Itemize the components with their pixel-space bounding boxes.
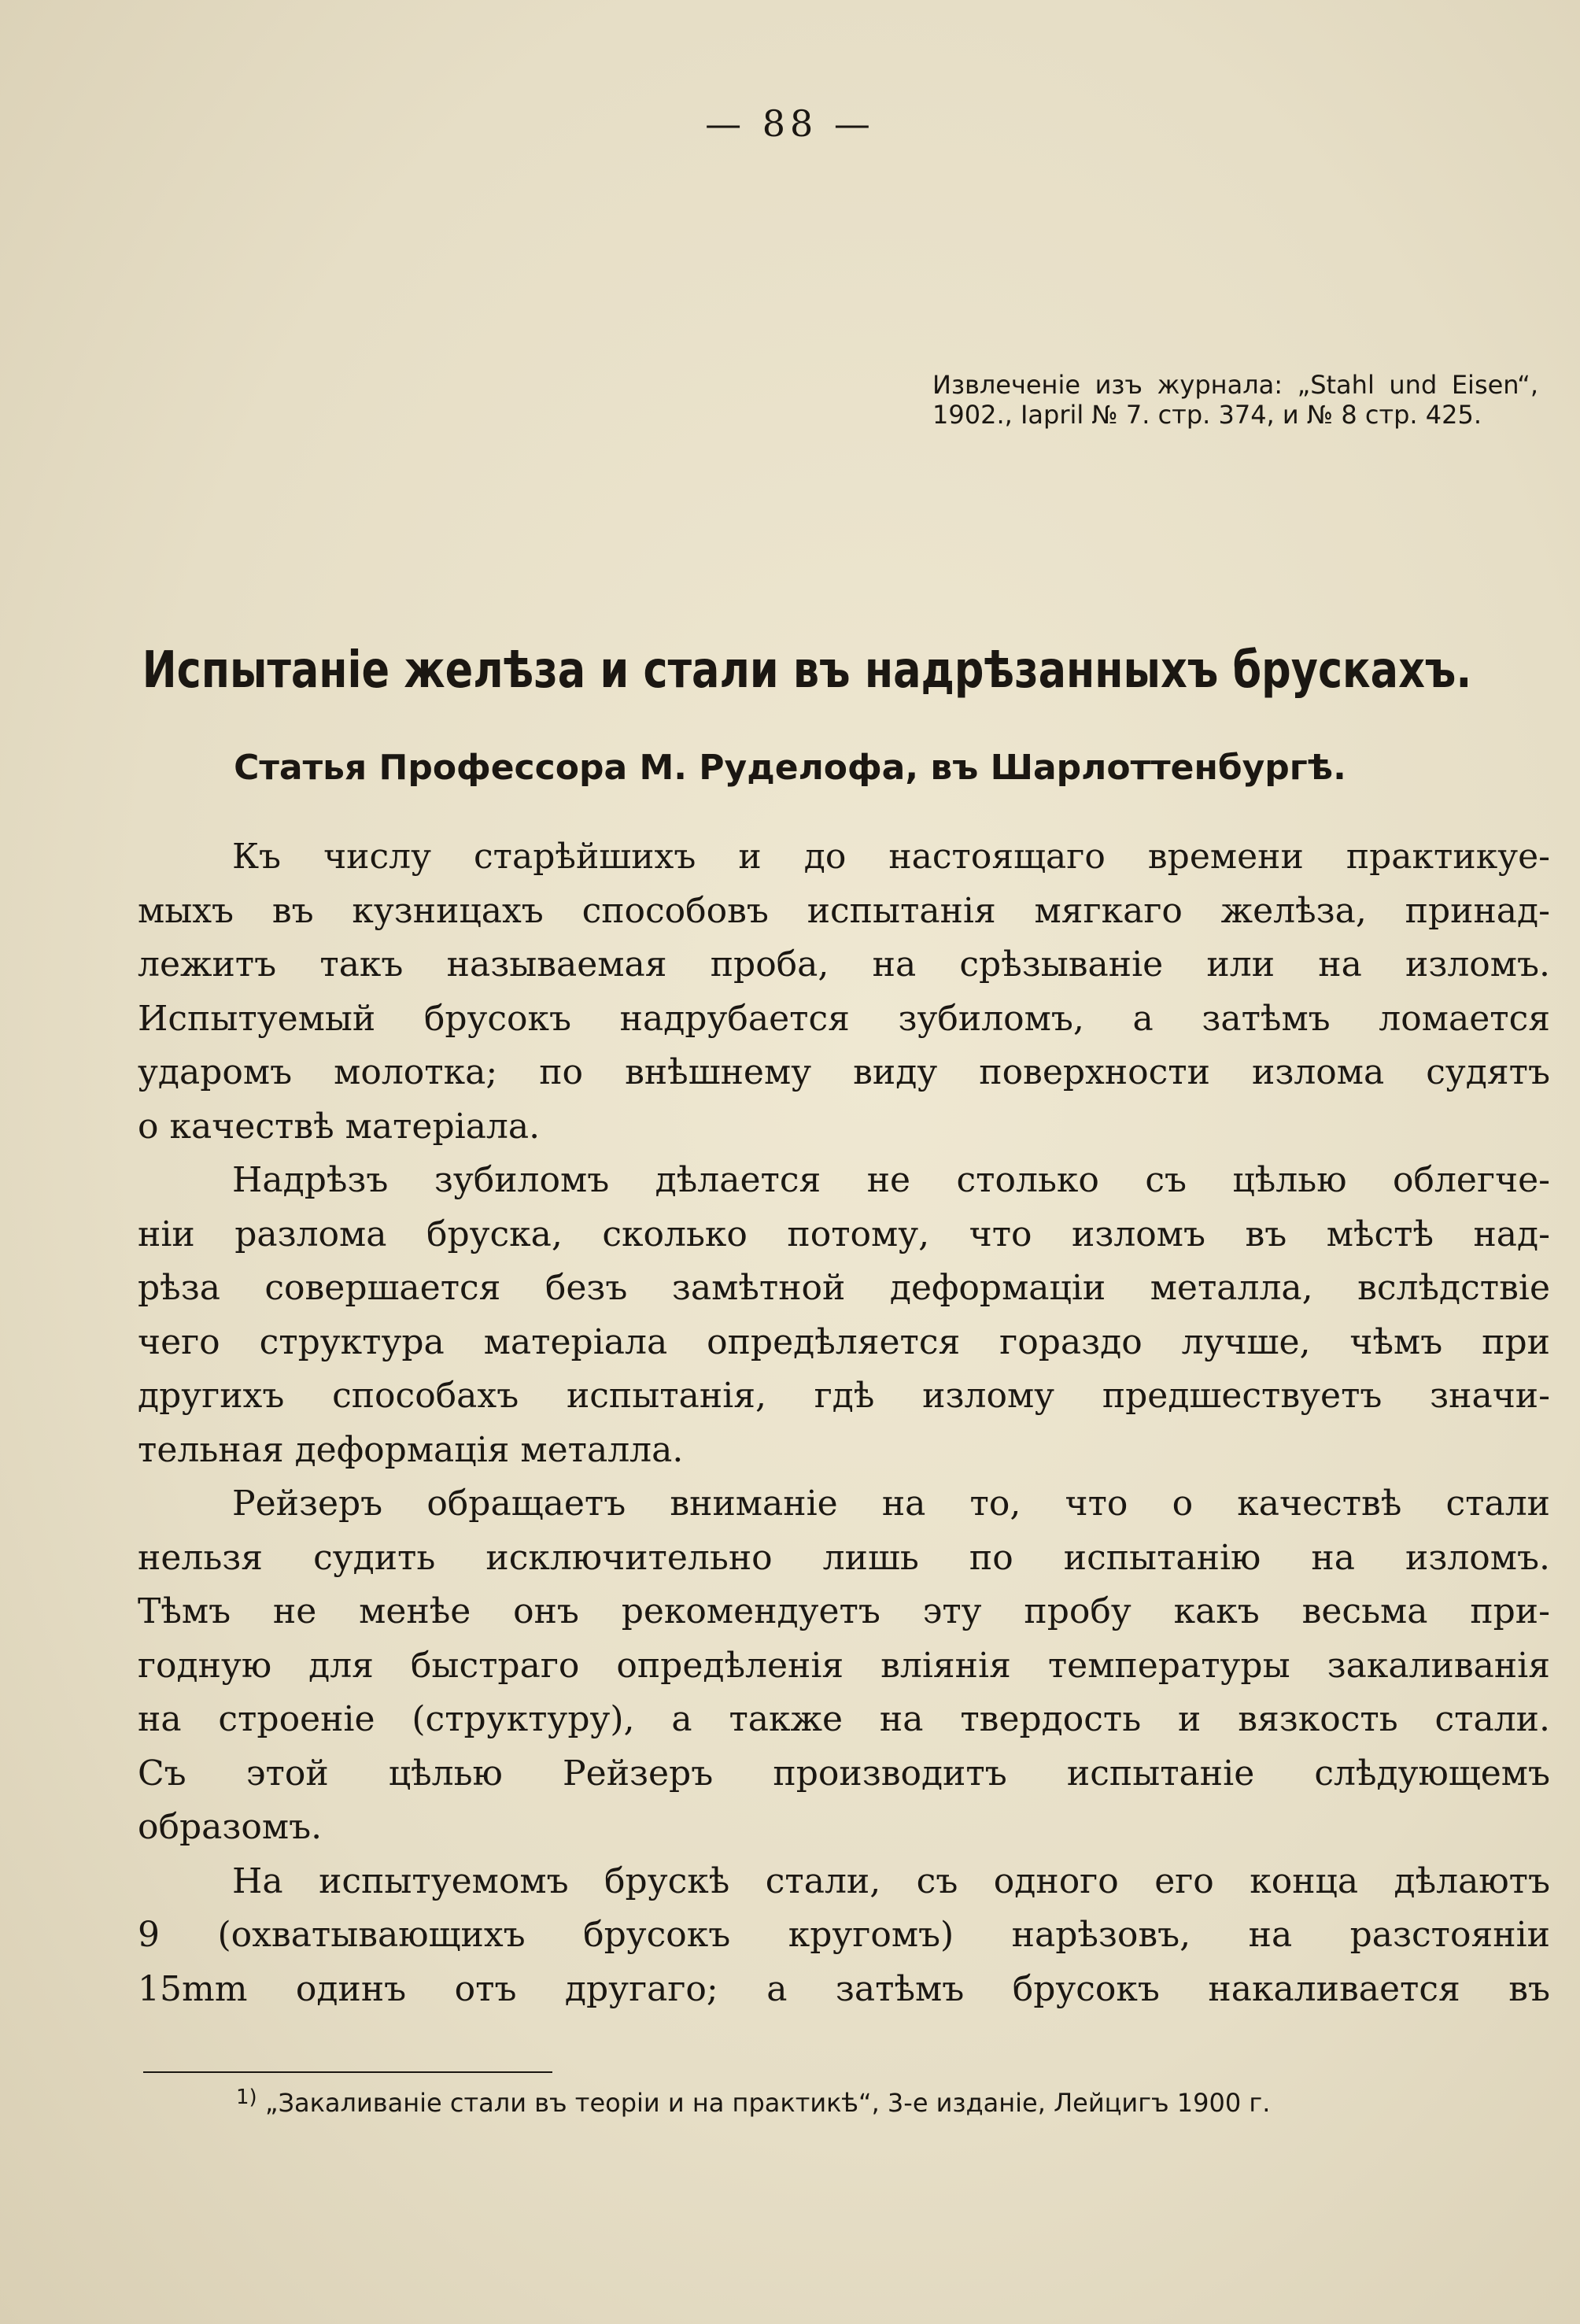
body-line: мыхъ въ кузницахъ способовъ испытанія мягкаго желѣза, принад- xyxy=(138,890,1550,931)
body-line: о качествѣ матеріала. xyxy=(138,1106,541,1147)
source-note: Извлеченіе изъ журнала: „Stahl und Eisen“, 1902., Іapril № 7. стр. 374, и № 8 стр. 425. xyxy=(932,370,1538,430)
body-line: Съ этой цѣлью Рейзеръ производитъ испытаніе слѣдующемъ xyxy=(138,1753,1550,1794)
body-line: нельзя судить исключительно лишь по испытанію на изломъ. xyxy=(138,1537,1550,1578)
body-line: рѣза совершается безъ замѣтной деформаціи металла, вслѣдствіе xyxy=(138,1268,1550,1308)
body-line: 9 (охватывающихъ брусокъ кругомъ) нарѣзовъ, на разстояніи xyxy=(138,1915,1550,1955)
body-line: чего структура матеріала опредѣляется гораздо лучше, чѣмъ при xyxy=(138,1321,1550,1362)
body-line: 15mm одинъ отъ другаго; а затѣмъ брусокъ накаливается въ xyxy=(138,1968,1550,2009)
body-line: Рейзеръ обращаетъ вниманіе на то, что о качествѣ стали xyxy=(232,1483,1550,1524)
body-line: ударомъ молотка; по внѣшнему виду поверхности излома судятъ xyxy=(138,1052,1550,1092)
footnote-text: „Закаливаніе стали въ теоріи и на практикѣ“, 3-е изданіе, Лейцигъ 1900 г. xyxy=(264,2088,1271,2118)
footnote-mark: 1) xyxy=(236,2086,257,2109)
body-line: годную для быстраго опредѣленія вліянія температуры закаливанія xyxy=(138,1645,1550,1686)
body-line: тельная деформація металла. xyxy=(138,1429,684,1470)
body-line: Тѣмъ не менѣе онъ рекомендуетъ эту пробу какъ весьма при- xyxy=(138,1591,1550,1631)
article-body xyxy=(138,830,1550,2016)
body-line: ніи разлома бруска, сколько потому, что изломъ въ мѣстѣ над- xyxy=(138,1214,1550,1254)
body-line: другихъ способахъ испытанія, гдѣ излому предшествуетъ значи- xyxy=(138,1376,1550,1416)
body-line: на строеніе (структуру), а также на твердость и вязкость стали. xyxy=(138,1699,1550,1739)
footnote xyxy=(236,2086,1566,2118)
article-subtitle: Статья Профессора М. Руделофа, въ Шарлоттенбургѣ. xyxy=(234,748,1346,788)
body-line: Надрѣзъ зубиломъ дѣлается не столько съ цѣлью облегче- xyxy=(232,1160,1550,1200)
body-line: образомъ. xyxy=(138,1807,323,1847)
body-line: Испытуемый брусокъ надрубается зубиломъ, а затѣмъ ломается xyxy=(138,998,1550,1039)
body-line: Къ числу старѣйшихъ и до настоящаго времени практикуе- xyxy=(232,837,1550,877)
article-title: Испытаніе желѣза и стали въ надрѣзанныхъ брускахъ. xyxy=(142,641,1472,700)
body-line: лежитъ такъ называемая проба, на срѣзываніе или на изломъ. xyxy=(138,944,1550,985)
body-line: На испытуемомъ брускѣ стали, съ одного его конца дѣлаютъ xyxy=(232,1860,1550,1901)
footnote-divider xyxy=(143,2071,552,2073)
page-number: — 88 — xyxy=(705,102,875,145)
